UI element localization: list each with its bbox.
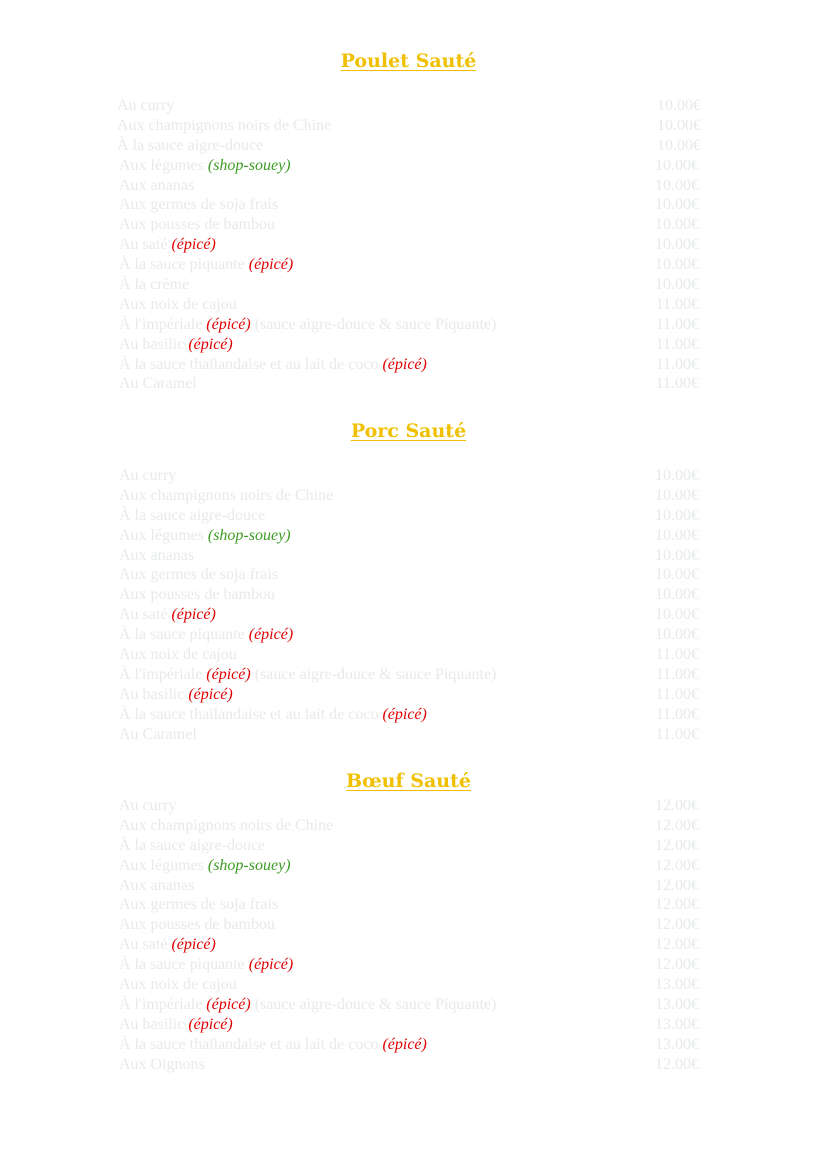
menu-item bbox=[0, 585, 817, 605]
dish-price: 13.00€ bbox=[655, 1015, 699, 1033]
dish-price: 13.00€ bbox=[655, 995, 699, 1013]
dish-name: Aux germes de soja frais bbox=[119, 566, 279, 584]
menu-item bbox=[0, 374, 817, 394]
dish-name: À la sauce piquante bbox=[119, 256, 245, 274]
dish-label bbox=[119, 486, 333, 506]
dish-label bbox=[119, 195, 278, 215]
menu-item bbox=[0, 355, 817, 375]
dish-label bbox=[119, 625, 293, 645]
dish-label bbox=[119, 374, 197, 394]
menu-item bbox=[0, 96, 817, 116]
dish-label bbox=[119, 176, 194, 196]
dish-price: 12.00€ bbox=[655, 876, 699, 894]
dish-label bbox=[119, 915, 275, 935]
dish-price: 10.00€ bbox=[655, 606, 699, 624]
dish-label bbox=[119, 565, 278, 585]
dish-name: À la sauce thaïlandaise et au lait de coco bbox=[119, 705, 379, 723]
dish-price: 12.00€ bbox=[655, 936, 699, 954]
dish-name: Au Caramel bbox=[119, 375, 197, 393]
dish-label bbox=[119, 275, 189, 295]
dish-price: 11.00€ bbox=[655, 375, 699, 393]
dish-name: Aux champignons noirs de Chine bbox=[117, 116, 332, 134]
dish-name: À la sauce piquante bbox=[119, 956, 245, 974]
dish-name: Aux noix de cajou bbox=[119, 295, 237, 313]
dish-label bbox=[119, 335, 233, 355]
dish-label bbox=[119, 215, 275, 235]
menu-item bbox=[0, 466, 817, 486]
section-title-porc: Porc Sauté bbox=[350, 420, 467, 442]
dish-label bbox=[119, 1035, 427, 1055]
menu-item bbox=[0, 546, 817, 566]
dish-name: À la sauce thaïlandaise et au lait de coco bbox=[119, 355, 379, 373]
dish-name: Aux Oignons bbox=[119, 1055, 205, 1073]
dish-name: Aux pousses de bambou bbox=[119, 216, 275, 234]
dish-name: À la sauce thaïlandaise et au lait de coco bbox=[119, 1035, 379, 1053]
dish-price: 11.00€ bbox=[655, 725, 699, 743]
dish-name: Au basilic bbox=[119, 335, 185, 353]
menu-item bbox=[0, 526, 817, 546]
menu-item bbox=[0, 315, 817, 335]
dish-label bbox=[117, 116, 331, 136]
menu-item bbox=[0, 975, 817, 995]
dish-label bbox=[117, 136, 263, 156]
dish-price: 12.00€ bbox=[655, 797, 699, 814]
dish-price: 10.00€ bbox=[655, 486, 699, 504]
dish-name: Aux germes de soja frais bbox=[119, 896, 279, 914]
dish-price: 12.00€ bbox=[655, 916, 699, 934]
dish-price: 10.00€ bbox=[655, 546, 699, 564]
dish-price: 11.00€ bbox=[655, 295, 699, 313]
menu-item bbox=[0, 156, 817, 176]
dish-price: 10.00€ bbox=[657, 116, 701, 134]
menu-item bbox=[0, 605, 817, 625]
menu-item bbox=[0, 195, 817, 215]
dish-price: 12.00€ bbox=[655, 896, 699, 914]
dish-price: 11.00€ bbox=[655, 646, 699, 664]
dish-price: 10.00€ bbox=[657, 97, 701, 114]
dish-name: Aux champignons noirs de Chine bbox=[119, 816, 334, 834]
dish-price: 10.00€ bbox=[657, 136, 701, 154]
dish-label bbox=[119, 585, 275, 605]
dish-name: À l'impériale bbox=[119, 995, 203, 1013]
spicy-tag: (épicé) bbox=[382, 1035, 427, 1053]
menu-item bbox=[0, 1015, 817, 1035]
dish-name: À la sauce aigre-douce bbox=[119, 836, 266, 854]
menu-item bbox=[0, 645, 817, 665]
dish-label bbox=[119, 235, 216, 255]
dish-note: (shop-souey) bbox=[207, 856, 291, 874]
dish-name: Au saté bbox=[119, 606, 168, 624]
dish-label bbox=[119, 1015, 233, 1035]
dish-price: 10.00€ bbox=[655, 216, 699, 234]
dish-name: Au saté bbox=[119, 936, 168, 954]
dish-label bbox=[119, 995, 496, 1015]
spicy-tag: (épicé) bbox=[248, 956, 294, 974]
dish-price: 11.00€ bbox=[655, 355, 699, 373]
dish-name: À la sauce aigre-douce bbox=[117, 136, 264, 154]
dish-label bbox=[119, 605, 216, 625]
dish-name: Aux noix de cajou bbox=[119, 646, 237, 664]
dish-name: Aux ananas bbox=[119, 876, 195, 894]
dish-label bbox=[119, 955, 293, 975]
dish-name: À la sauce aigre-douce bbox=[119, 506, 266, 524]
menu-list-poulet bbox=[0, 96, 817, 394]
dish-label bbox=[119, 725, 197, 745]
menu-item bbox=[0, 796, 817, 816]
spicy-tag: (épicé) bbox=[188, 1015, 233, 1033]
spicy-tag: (épicé) bbox=[171, 606, 216, 624]
menu-item bbox=[0, 665, 817, 685]
dish-price: 13.00€ bbox=[655, 976, 699, 994]
spicy-tag: (épicé) bbox=[206, 315, 251, 333]
dish-price: 10.00€ bbox=[655, 156, 699, 174]
dish-price: 10.00€ bbox=[655, 586, 699, 604]
menu-item bbox=[0, 995, 817, 1015]
dish-name: Aux légumes bbox=[119, 856, 204, 874]
menu-item bbox=[0, 1055, 817, 1075]
dish-note: (shop-souey) bbox=[207, 526, 291, 544]
menu-list-porc bbox=[0, 466, 817, 744]
dish-price: 12.00€ bbox=[655, 856, 699, 874]
dish-name: Aux pousses de bambou bbox=[119, 916, 275, 934]
dish-detail: (sauce aigre-douce & sauce Piquante) bbox=[254, 315, 497, 333]
menu-item bbox=[0, 136, 817, 156]
dish-label bbox=[119, 1055, 205, 1075]
dish-label bbox=[119, 665, 496, 685]
dish-name: Au curry bbox=[119, 467, 177, 484]
dish-label bbox=[119, 526, 291, 546]
menu-item bbox=[0, 235, 817, 255]
spicy-tag: (épicé) bbox=[206, 665, 251, 683]
menu-item bbox=[0, 486, 817, 506]
dish-label bbox=[119, 836, 265, 856]
dish-name: Au Caramel bbox=[119, 725, 197, 743]
dish-price: 11.00€ bbox=[655, 685, 699, 703]
dish-label bbox=[119, 935, 216, 955]
dish-name: Aux champignons noirs de Chine bbox=[119, 486, 334, 504]
dish-label bbox=[119, 685, 233, 705]
dish-name: Au basilic bbox=[119, 1015, 185, 1033]
dish-label bbox=[119, 796, 176, 816]
dish-name: Aux pousses de bambou bbox=[119, 586, 275, 604]
menu-item bbox=[0, 1035, 817, 1055]
dish-name: Au curry bbox=[119, 797, 177, 814]
dish-price: 10.00€ bbox=[655, 176, 699, 194]
menu-item bbox=[0, 565, 817, 585]
dish-label bbox=[119, 295, 237, 315]
dish-label bbox=[119, 255, 293, 275]
dish-label bbox=[119, 506, 265, 526]
dish-name: À l'impériale bbox=[119, 665, 203, 683]
dish-name: Au basilic bbox=[119, 685, 185, 703]
dish-detail: (sauce aigre-douce & sauce Piquante) bbox=[254, 995, 497, 1013]
dish-price: 11.00€ bbox=[655, 665, 699, 683]
spicy-tag: (épicé) bbox=[206, 995, 251, 1013]
menu-item bbox=[0, 255, 817, 275]
menu-item bbox=[0, 625, 817, 645]
spicy-tag: (épicé) bbox=[382, 355, 427, 373]
dish-price: 13.00€ bbox=[655, 1035, 699, 1053]
dish-price: 10.00€ bbox=[655, 467, 699, 484]
dish-price: 12.00€ bbox=[655, 836, 699, 854]
dish-price: 12.00€ bbox=[655, 1055, 699, 1073]
dish-name: À la crème bbox=[119, 276, 190, 294]
spicy-tag: (épicé) bbox=[382, 705, 427, 723]
menu-item bbox=[0, 935, 817, 955]
dish-label bbox=[119, 645, 237, 665]
spicy-tag: (épicé) bbox=[188, 335, 233, 353]
menu-item bbox=[0, 685, 817, 705]
dish-label bbox=[117, 96, 174, 116]
spicy-tag: (épicé) bbox=[171, 936, 216, 954]
dish-name: Aux légumes bbox=[119, 526, 204, 544]
dish-price: 10.00€ bbox=[655, 196, 699, 214]
menu-item bbox=[0, 295, 817, 315]
spicy-tag: (épicé) bbox=[188, 685, 233, 703]
dish-price: 11.00€ bbox=[655, 705, 699, 723]
dish-note: (shop-souey) bbox=[207, 156, 291, 174]
dish-price: 10.00€ bbox=[655, 276, 699, 294]
dish-label bbox=[119, 856, 291, 876]
dish-label bbox=[119, 466, 176, 486]
dish-name: Aux légumes bbox=[119, 156, 204, 174]
spicy-tag: (épicé) bbox=[248, 626, 294, 644]
menu-item bbox=[0, 856, 817, 876]
dish-price: 10.00€ bbox=[655, 626, 699, 644]
dish-price: 10.00€ bbox=[655, 526, 699, 544]
dish-name: Aux ananas bbox=[119, 546, 195, 564]
dish-price: 10.00€ bbox=[655, 506, 699, 524]
menu-item bbox=[0, 836, 817, 856]
dish-name: Aux ananas bbox=[119, 176, 195, 194]
dish-name: Au saté bbox=[119, 236, 168, 254]
menu-item bbox=[0, 955, 817, 975]
dish-name: Au curry bbox=[117, 97, 175, 114]
menu-item bbox=[0, 215, 817, 235]
dish-name: Aux noix de cajou bbox=[119, 976, 237, 994]
dish-label bbox=[119, 315, 496, 335]
dish-label bbox=[119, 816, 333, 836]
menu-item bbox=[0, 915, 817, 935]
menu-list-boeuf bbox=[0, 796, 817, 1074]
spicy-tag: (épicé) bbox=[171, 236, 216, 254]
menu-item bbox=[0, 876, 817, 896]
dish-name: À la sauce piquante bbox=[119, 626, 245, 644]
dish-price: 11.00€ bbox=[655, 315, 699, 333]
menu-item bbox=[0, 816, 817, 836]
dish-price: 12.00€ bbox=[655, 956, 699, 974]
dish-price: 10.00€ bbox=[655, 256, 699, 274]
dish-price: 12.00€ bbox=[655, 816, 699, 834]
dish-label bbox=[119, 156, 291, 176]
dish-label bbox=[119, 546, 194, 566]
section-title-poulet: Poulet Sauté bbox=[340, 50, 477, 72]
dish-name: À l'impériale bbox=[119, 315, 203, 333]
dish-price: 10.00€ bbox=[655, 566, 699, 584]
dish-label bbox=[119, 355, 427, 375]
dish-price: 10.00€ bbox=[655, 236, 699, 254]
menu-item bbox=[0, 705, 817, 725]
dish-label bbox=[119, 895, 278, 915]
section-title-boeuf: Bœuf Sauté bbox=[346, 770, 471, 792]
dish-label bbox=[119, 975, 237, 995]
dish-price: 11.00€ bbox=[655, 335, 699, 353]
menu-item bbox=[0, 895, 817, 915]
dish-label bbox=[119, 705, 427, 725]
menu-item bbox=[0, 725, 817, 745]
dish-label bbox=[119, 876, 194, 896]
menu-item bbox=[0, 116, 817, 136]
menu-item bbox=[0, 335, 817, 355]
dish-detail: (sauce aigre-douce & sauce Piquante) bbox=[254, 665, 497, 683]
menu-item bbox=[0, 275, 817, 295]
menu-item bbox=[0, 506, 817, 526]
menu-item bbox=[0, 176, 817, 196]
spicy-tag: (épicé) bbox=[248, 256, 294, 274]
dish-name: Aux germes de soja frais bbox=[119, 196, 279, 214]
